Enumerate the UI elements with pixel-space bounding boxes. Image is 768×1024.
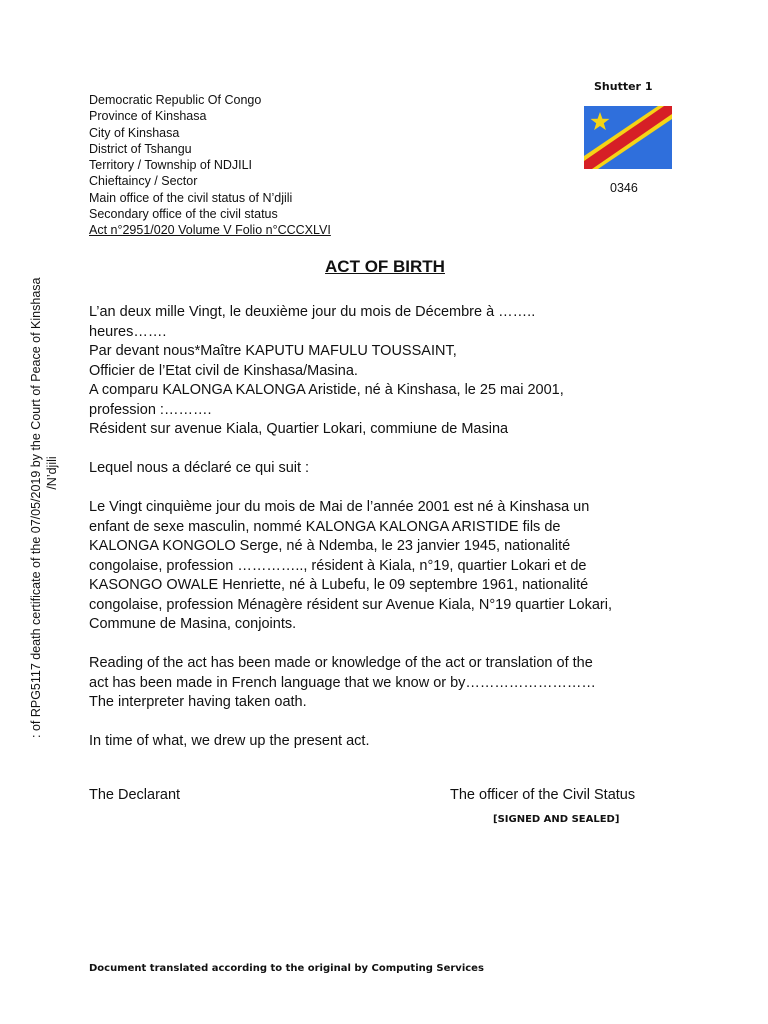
body-line: Le Vingt cinquième jour du mois de Mai de l’année 2001 est né à Kinshasa un [89,499,590,515]
shutter-label: Shutter 1 [594,80,653,93]
body-line: congolaise, profession Ménagère résident sur Avenue Kiala, N°19 quartier Lokari, [89,596,613,613]
body-line: The interpreter having taken oath. [89,694,307,710]
header-country: Democratic Republic Of Congo [89,93,262,107]
body-line: Officier de l’Etat civil de Kinshasa/Masina. [89,362,358,379]
body-line: Par devant nous*Maître KAPUTU MAFULU TOUSSAINT, [89,343,457,359]
header-block [89,92,509,239]
body-line: Résident sur avenue Kiala, Quartier Lokari, commiune de Masina [89,421,509,437]
body-line: Reading of the act has been made or knowledge of the act or translation of the [89,655,593,671]
header-chieftaincy: Chieftaincy / Sector [89,174,198,189]
signed-sealed-note: [SIGNED AND SEALED] [493,814,620,825]
body-line: congolaise, profession ………….., résident à Kiala, n°19, quartier Lokari et de [89,557,587,574]
body-line: Commune de Masina, conjoints. [89,616,297,632]
body-line: L’an deux mille Vingt, le deuxième jour du mois de Décembre à …….. [89,304,536,320]
header-territory: Territory / Township of NDJILI [89,158,253,173]
declarant-label: The Declarant [89,787,181,803]
side-note-line: : of RPG5117 death certificate of the 07/05/2019 by the Court of Peace of Kinshasa [29,277,43,738]
officer-label: The officer of the Civil Status [450,787,636,803]
body-line: profession :………. [89,401,212,418]
document-code: 0346 [610,181,638,195]
drc-flag-icon [584,106,672,169]
document-body [89,303,689,752]
body-line: enfant de sexe masculin, nommé KALONGA KALONGA ARISTIDE fils de [89,518,561,535]
header-main-office: Main office of the civil status of N’djili [89,190,293,205]
side-note [28,208,62,738]
body-line: heures……. [89,323,167,340]
act-reference: Act n°2951/020 Volume V Folio n°CCCXLVI [89,223,331,238]
body-line: A comparu KALONGA KALONGA Aristide, né à Kinshasa, le 25 mai 2001, [89,382,564,398]
header-secondary-office: Secondary office of the civil status [89,207,278,222]
declaration-line: Lequel nous a déclaré ce qui suit : [89,460,310,476]
body-line: KASONGO OWALE Henriette, né à Lubefu, le 09 septembre 1961, nationalité [89,577,589,593]
header-district: District of Tshangu [89,141,192,156]
header-province: Province of Kinshasa [89,109,207,124]
closing-line: In time of what, we drew up the present act. [89,733,370,749]
translation-footer: Document translated according to the original by Computing Services [89,963,484,974]
document-title: ACT OF BIRTH [325,257,445,276]
body-line: act has been made in French language that we know or by……………………… [89,674,596,691]
header-city: City of Kinshasa [89,125,180,140]
body-line: KALONGA KONGOLO Serge, né à Ndemba, le 23 janvier 1945, nationalité [89,538,571,554]
side-note-line: /N’djili [45,456,59,490]
